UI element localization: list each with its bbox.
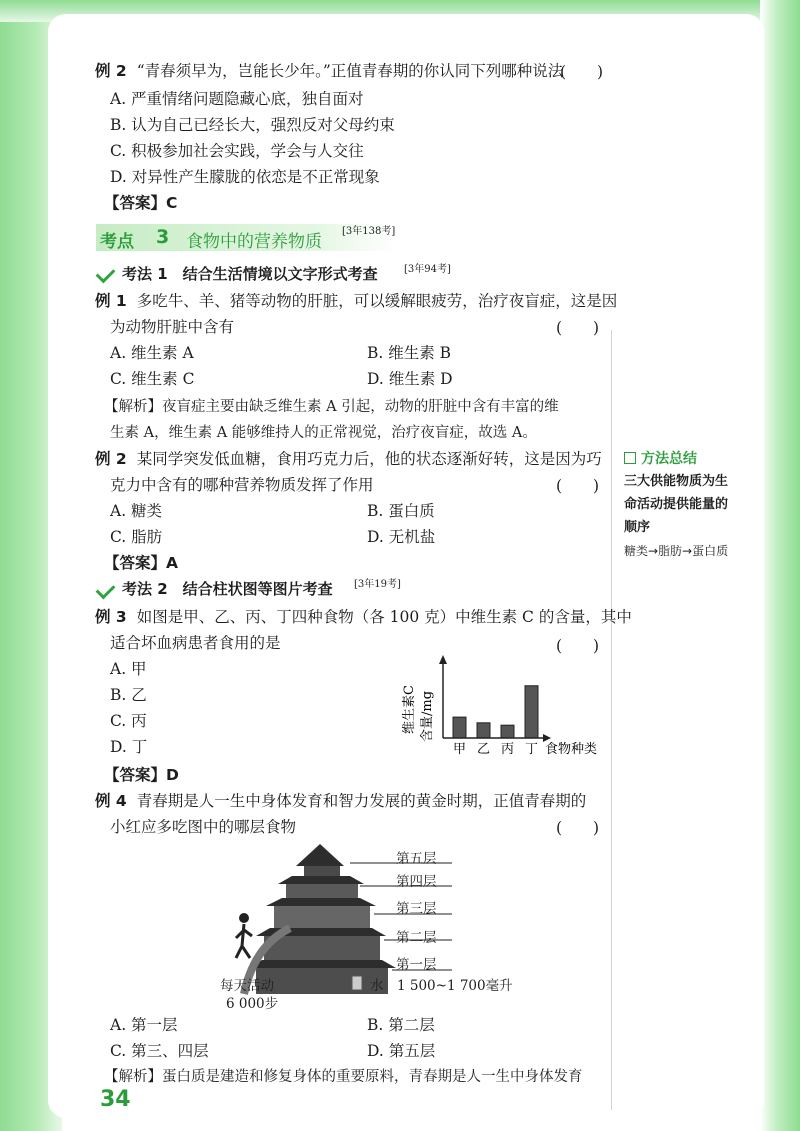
ex3-paren: ( ) [556,637,600,655]
ex3-option-b: B. 乙 [110,686,147,704]
ex2a-paren: ( ) [560,63,604,81]
chart-bar-丁 [525,686,538,738]
ex4-option-a: A. 第一层 [110,1016,178,1034]
ex3-label: 例 3 [95,608,127,626]
ex2a-option-a: A. 严重情绪问题隐藏心底，独自面对 [110,90,364,108]
ex2b-option-d: D. 无机盐 [367,528,436,546]
ex4-option-c: C. 第三、四层 [110,1042,209,1060]
page-number: 34 [100,1087,131,1112]
chart-bar-甲 [453,717,466,738]
ex4-stem-line1 [95,790,586,812]
method2-frequency: [3年19考] [354,579,401,590]
margin-divider [611,330,612,1110]
ex1-paren: ( ) [556,319,600,337]
section-title: 食物中的营养物质 [186,232,322,252]
ex2a-answer: 【答案】C [104,194,178,212]
chart-bar-乙 [477,723,490,738]
ex2a-stem-line [95,60,563,82]
ex1-analysis1: 【解析】夜盲症主要由缺乏维生素 A 引起，动物的肝脏中含有丰富的维 [104,399,559,415]
method1-frequency: [3年94考] [404,264,451,275]
ex2b-label: 例 2 [95,450,127,468]
method-summary-line1: 三大供能物质为生 [624,474,729,489]
ex3-answer: 【答案】D [104,766,179,784]
pagoda-roof [296,844,344,866]
ex3-option-d: D. 丁 [110,738,148,756]
ex4-option-b: B. 第二层 [367,1016,435,1034]
method1-title: 考法 1 结合生活情境以文字形式考查 [122,265,378,283]
ex2a-option-d: D. 对异性产生朦胧的依恋是不正常现象 [110,168,380,186]
ex3-option-c: C. 丙 [110,712,147,730]
ex1-option-d: D. 维生素 D [367,370,453,388]
chart-tick-label: 乙 [476,742,491,757]
ex2b-option-c: C. 脂肪 [110,528,163,546]
method-summary-order: 糖类→脂肪→蛋白质 [624,544,729,558]
ex2b-paren: ( ) [556,477,600,495]
ex3-stem1: 如图是甲、乙、丙、丁四种食物（各 100 克）中维生素 C 的含量，其中 [136,608,632,626]
method2-title: 考法 2 结合柱状图等图片考查 [122,580,333,598]
ex1-stem-line1 [95,290,617,312]
section-tag: 考点 [100,232,134,252]
water-cup-icon [352,976,362,990]
ex1-option-c: C. 维生素 C [110,370,195,388]
section-frequency: [3年138考] [342,226,396,237]
pagoda-water-label: 水 1 500~1 700毫升 [370,978,513,994]
pagoda-layer5-label: 第五层 [396,851,437,867]
ex2b-stem1: 某同学突发低血糖，食用巧克力后，他的状态逐渐好转，这是因为巧 [136,450,602,468]
method-summary-body [624,470,772,539]
ex4-paren: ( ) [556,819,600,837]
method-summary-line3: 顺序 [624,520,651,535]
section-number: 3 [156,226,170,248]
ex1-stem2: 为动物肝脏中含有 [110,318,235,336]
ex1-stem1: 多吃牛、羊、猪等动物的肝脏，可以缓解眼疲劳，治疗夜盲症，这是因 [136,292,618,310]
ex2b-answer: 【答案】A [104,554,178,572]
ex1-option-b: B. 维生素 B [367,344,452,362]
method-summary-line2: 命活动提供能量的 [624,497,729,512]
ex2b-stem2: 克力中含有的哪种营养物质发挥了作用 [110,476,374,494]
method-summary-header [624,448,772,468]
ex3-option-a: A. 甲 [110,660,147,678]
ex4-analysis: 【解析】蛋白质是建造和修复身体的重要原料，青春期是人一生中身体发育 [104,1069,583,1085]
method-summary-title: 方法总结 [641,451,697,467]
ex1-option-a: A. 维生素 A [110,344,194,362]
ex1-analysis2: 生素 A，维生素 A 能够维持人的正常视觉，治疗夜盲症，故选 A。 [110,425,537,441]
pagoda-layer3-label: 第三层 [396,901,437,917]
ex4-stem2: 小红应多吃图中的哪层食物 [110,818,297,836]
pagoda-layer4-label: 第四层 [396,874,437,890]
ex3-stem2: 适合坏血病患者食用的是 [110,634,281,652]
pagoda-layer-3 [274,906,370,928]
method-summary-box [624,448,772,559]
pagoda-layer2-label: 第二层 [396,930,437,946]
note-icon [624,452,636,464]
chart-ylabel-line1: 维生素C [402,685,417,734]
pagoda-layer-1 [256,968,388,994]
chart-x-arrow [543,734,551,742]
ex4-stem1: 青春期是人一生中身体发育和智力发展的黄金时期，正值青春期的 [136,792,587,810]
ex2a-label: 例 2 [95,62,127,80]
vitamin-c-bar-chart [395,654,610,762]
pagoda-activity-line2: 6 000步 [226,996,279,1012]
chart-xlabel: 食物种类 [545,742,598,757]
runner-icon [239,913,249,923]
pagoda-activity-line1: 每天活动 [220,978,274,994]
chart-tick-label: 丁 [524,742,539,757]
ex2b-stem-line1 [95,448,602,470]
ex2a-option-b: B. 认为自己已经长大，强烈反对父母约束 [110,116,395,134]
ex1-label: 例 1 [95,292,127,310]
pagoda-layer-2 [264,936,380,960]
ex3-stem-line1 [95,606,632,628]
ex2b-option-a: A. 糖类 [110,502,163,520]
chart-ylabel-line2: 含量/mg [420,690,435,742]
ex2a-option-c: C. 积极参加社会实践，学会与人交往 [110,142,364,160]
chart-tick-label: 丙 [500,742,515,757]
chart-tick-label: 甲 [452,742,467,757]
chart-y-arrow [439,655,447,664]
ex4-label: 例 4 [95,792,127,810]
ex4-option-d: D. 第五层 [367,1042,436,1060]
pagoda-layer-4 [286,884,358,898]
page-edge-right [760,0,800,1131]
chart-bar-丙 [501,725,514,738]
ex2b-option-b: B. 蛋白质 [367,502,435,520]
pagoda-layer1-label: 第一层 [396,957,437,973]
ex2a-stem: “青春须早为，岂能长少年。”正值青春期的你认同下列哪种说法 [136,62,564,80]
